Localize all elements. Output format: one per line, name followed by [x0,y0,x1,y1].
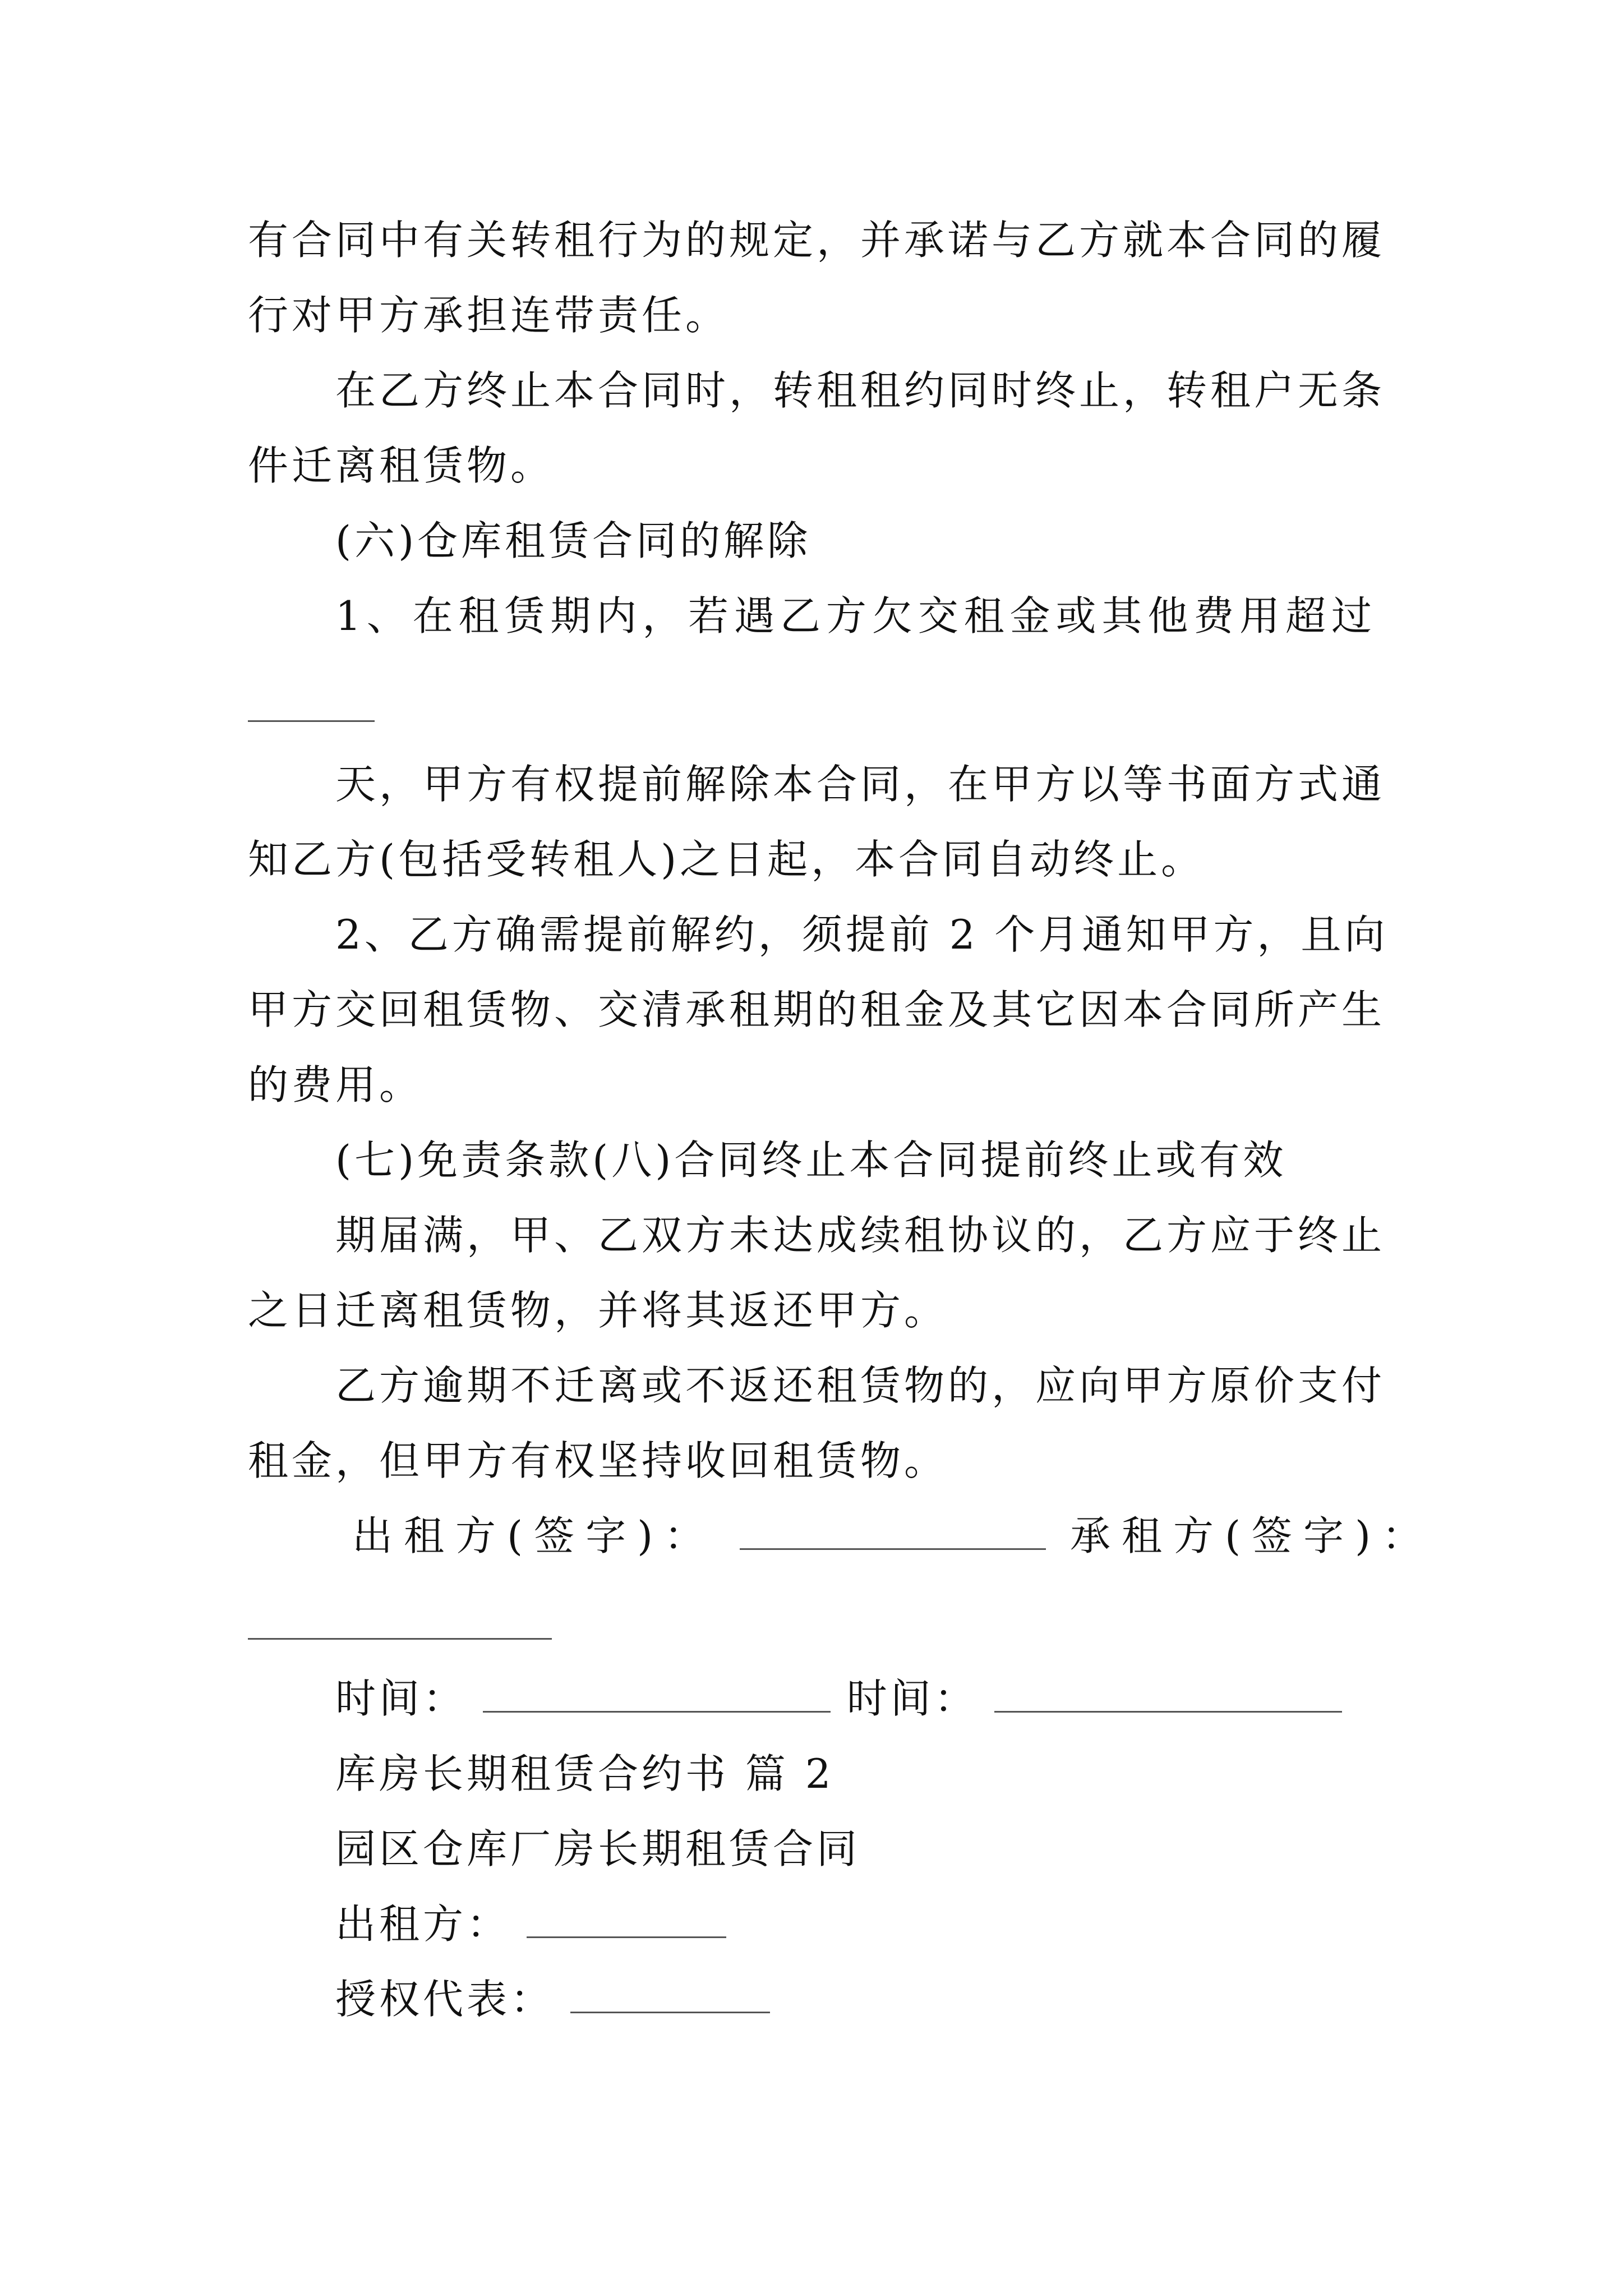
time-label: 时间： [846,1675,978,1722]
paragraph-line: 天，甲方有权提前解除本合同，在甲方以等书面方式通 [335,761,1386,808]
paragraph-line: 租金，但甲方有权坚持收回租赁物。 [248,1437,948,1484]
paragraph-line: 之日迁离租赁物，并将其返还甲方。 [248,1287,948,1334]
paragraph-line: 期届满，甲、乙双方未达成续租协议的，乙方应于终止 [335,1212,1386,1259]
signature-line [352,1509,1434,1563]
lessor-signature-blank[interactable] [740,1512,1046,1550]
representative-label: 授权代表： [335,1976,555,2023]
lessor-line [335,1897,1463,1951]
paragraph-line: 1、在租赁期内，若遇乙方欠交租金或其他费用超过 [335,592,1375,639]
paragraph-line: 的费用。 [248,1061,423,1108]
section-heading: (七)免责条款(八)合同终止本合同提前终止或有效 [335,1137,1287,1184]
lessee-signature-label: 承租方(签字)： [1069,1512,1434,1559]
paragraph-line: 件迁离租赁物。 [248,442,555,489]
representative-blank[interactable] [570,1976,770,2013]
time-blank[interactable] [994,1675,1342,1713]
time-label: 时间： [335,1675,467,1722]
paragraph-line: 有合同中有关转租行为的规定，并承诺与乙方就本合同的履 [248,217,1386,264]
representative-line [335,1972,1463,2026]
time-line [335,1672,1463,1726]
part2-subtitle: 园区仓库厂房长期租赁合同 [335,1825,861,1872]
paragraph-line: 行对甲方承担连带责任。 [248,292,730,339]
paragraph-line: 甲方交回租赁物、交清承租期的租金及其它因本合同所产生 [248,986,1386,1033]
paragraph-line: 乙方逾期不迁离或不返还租赁物的，应向甲方原价支付 [335,1362,1386,1409]
paragraph-line: 知乙方(包括受转租人)之日起，本合同自动终止。 [248,836,1205,883]
paragraph-line: 2、乙方确需提前解约，须提前 2 个月通知甲方，且向 [335,911,1389,958]
section-heading: (六)仓库租赁合同的解除 [335,517,811,564]
blank-underline [248,720,375,722]
lessor-label: 出租方： [335,1901,511,1948]
lessee-signature-blank[interactable] [248,1638,552,1640]
time-blank[interactable] [483,1675,831,1713]
lessor-blank[interactable] [527,1901,726,1938]
paragraph-line: 在乙方终止本合同时，转租租约同时终止，转租户无条 [335,367,1386,414]
part2-title: 库房长期租赁合约书 篇 2 [335,1750,834,1797]
lessor-signature-label: 出租方(签字)： [352,1512,716,1559]
